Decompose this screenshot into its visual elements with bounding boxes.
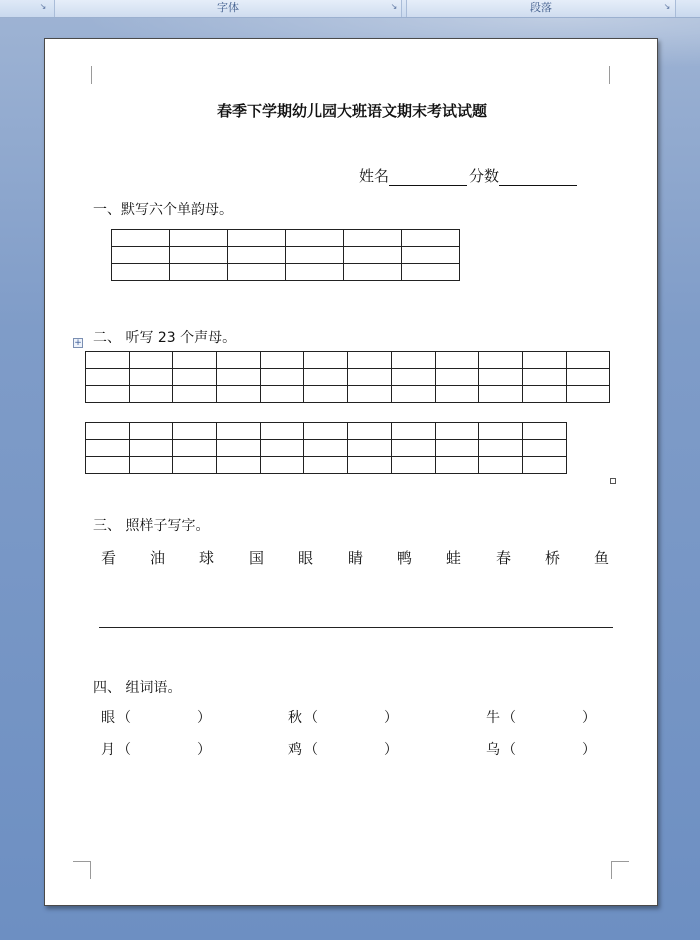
grid-cell[interactable] xyxy=(129,423,173,440)
grid-cell[interactable] xyxy=(391,423,435,440)
grid-cell[interactable] xyxy=(86,369,130,386)
sample-char: 看 xyxy=(101,549,117,567)
grid-cell[interactable] xyxy=(391,457,435,474)
word-pair xyxy=(288,707,398,727)
grid-cell[interactable] xyxy=(129,352,173,369)
grid-cell[interactable] xyxy=(260,423,304,440)
grid-cell[interactable] xyxy=(129,369,173,386)
close-paren: ） xyxy=(582,710,596,726)
grid-cell[interactable] xyxy=(260,369,304,386)
sample-char: 睛 xyxy=(348,549,364,567)
grid-cell[interactable] xyxy=(391,440,435,457)
grid-cell[interactable] xyxy=(522,423,566,440)
grid-cell[interactable] xyxy=(173,457,217,474)
grid-cell[interactable] xyxy=(402,230,460,247)
section4-heading: 四、 组词语。 xyxy=(93,680,182,696)
grid-cell[interactable] xyxy=(286,230,344,247)
grid-cell[interactable] xyxy=(522,352,566,369)
grid-cell[interactable] xyxy=(129,457,173,474)
grid-cell[interactable] xyxy=(112,264,170,281)
margin-corner-bottom-right xyxy=(611,861,629,879)
margin-corner-top-right xyxy=(592,66,610,84)
grid-cell[interactable] xyxy=(435,440,479,457)
grid-cell[interactable] xyxy=(522,369,566,386)
grid-cell[interactable] xyxy=(129,386,173,403)
sample-char: 油 xyxy=(150,549,166,567)
grid-cell[interactable] xyxy=(129,440,173,457)
document-title: 春季下学期幼儿园大班语文期末考试试题 xyxy=(216,102,487,120)
grid-cell[interactable] xyxy=(86,386,130,403)
grid-cell[interactable] xyxy=(170,230,228,247)
grid-cell[interactable] xyxy=(402,247,460,264)
grid-cell[interactable] xyxy=(435,369,479,386)
grid-cell[interactable] xyxy=(173,369,217,386)
grid-cell[interactable] xyxy=(217,369,261,386)
word-pair xyxy=(486,739,596,759)
word-pair xyxy=(288,739,398,759)
grid-cell[interactable] xyxy=(479,457,523,474)
grid-cell[interactable] xyxy=(348,423,392,440)
grid-cell[interactable] xyxy=(217,423,261,440)
table-move-icon[interactable]: + xyxy=(74,338,82,348)
grid-cell[interactable] xyxy=(566,386,610,403)
grid-cell[interactable] xyxy=(344,247,402,264)
word-char: 秋 xyxy=(288,710,302,726)
section2-grid-2[interactable] xyxy=(85,422,567,474)
ribbon-group-paragraph-label: 段落 xyxy=(530,1,552,14)
grid-cell[interactable] xyxy=(479,369,523,386)
grid-cell[interactable] xyxy=(260,386,304,403)
margin-corner-bottom-left xyxy=(73,861,91,879)
word-pair xyxy=(101,707,211,727)
word-char: 眼 xyxy=(101,710,115,726)
section1-grid[interactable] xyxy=(111,229,460,281)
grid-cell[interactable] xyxy=(86,457,130,474)
writing-line xyxy=(99,627,613,628)
section2-grid-1[interactable] xyxy=(85,351,610,403)
name-blank xyxy=(389,170,467,186)
grid-cell[interactable] xyxy=(566,352,610,369)
grid-cell[interactable] xyxy=(217,352,261,369)
sample-char: 鱼 xyxy=(594,549,610,567)
grid-cell[interactable] xyxy=(304,386,348,403)
grid-cell[interactable] xyxy=(304,440,348,457)
grid-cell[interactable] xyxy=(86,352,130,369)
grid-cell[interactable] xyxy=(348,369,392,386)
close-paren: ） xyxy=(197,742,211,758)
word-char: 乌 xyxy=(486,742,500,758)
grid-cell[interactable] xyxy=(304,352,348,369)
grid-cell[interactable] xyxy=(173,423,217,440)
grid-cell[interactable] xyxy=(344,264,402,281)
sample-char: 眼 xyxy=(298,549,314,567)
grid-cell[interactable] xyxy=(344,230,402,247)
word-pair xyxy=(486,707,596,727)
grid-cell[interactable] xyxy=(86,423,130,440)
grid-cell[interactable] xyxy=(304,369,348,386)
close-paren: ） xyxy=(582,742,596,758)
section3-heading: 三、 照样子写字。 xyxy=(93,518,210,534)
score-blank xyxy=(499,170,577,186)
open-paren: （ xyxy=(304,742,318,758)
grid-cell[interactable] xyxy=(479,440,523,457)
grid-cell[interactable] xyxy=(391,369,435,386)
open-paren: （ xyxy=(117,710,131,726)
score-label: 分数 xyxy=(469,167,500,185)
open-paren: （ xyxy=(502,710,516,726)
grid-cell[interactable] xyxy=(173,386,217,403)
grid-cell[interactable] xyxy=(348,352,392,369)
ribbon-group-font-label: 字体 xyxy=(217,1,239,14)
sample-char: 蛙 xyxy=(446,549,462,567)
margin-corner-top-left xyxy=(91,66,109,84)
close-paren: ） xyxy=(197,710,211,726)
sample-char: 桥 xyxy=(545,549,561,567)
close-paren: ） xyxy=(384,742,398,758)
ribbon-group-font[interactable] xyxy=(54,0,402,17)
grid-cell[interactable] xyxy=(170,264,228,281)
name-score-line xyxy=(359,165,579,186)
grid-cell[interactable] xyxy=(228,247,286,264)
ribbon xyxy=(0,0,700,18)
open-paren: （ xyxy=(502,742,516,758)
document-page[interactable] xyxy=(44,38,658,906)
open-paren: （ xyxy=(117,742,131,758)
grid-cell[interactable] xyxy=(435,423,479,440)
grid-cell[interactable] xyxy=(522,457,566,474)
grid-cell[interactable] xyxy=(304,457,348,474)
paragraph-dialog-launcher-icon[interactable]: ↘ xyxy=(663,2,671,11)
grid-cell[interactable] xyxy=(522,440,566,457)
grid-cell[interactable] xyxy=(228,264,286,281)
ribbon-group-paragraph[interactable] xyxy=(406,0,676,17)
grid-cell[interactable] xyxy=(217,386,261,403)
section1-heading: 一、默写六个单韵母。 xyxy=(93,202,233,218)
grid-cell[interactable] xyxy=(217,440,261,457)
grid-cell[interactable] xyxy=(402,264,460,281)
grid-cell[interactable] xyxy=(435,457,479,474)
grid-cell[interactable] xyxy=(112,247,170,264)
grid-cell[interactable] xyxy=(479,423,523,440)
grid-cell[interactable] xyxy=(260,440,304,457)
grid-cell[interactable] xyxy=(304,423,348,440)
section2-heading: 二、 听写 23 个声母。 xyxy=(93,330,237,346)
sample-char: 鸭 xyxy=(397,549,413,567)
sample-char: 国 xyxy=(249,549,265,567)
grid-cell[interactable] xyxy=(286,247,344,264)
grid-cell[interactable] xyxy=(286,264,344,281)
grid-cell[interactable] xyxy=(173,440,217,457)
word-char: 月 xyxy=(101,742,115,758)
grid-cell[interactable] xyxy=(260,457,304,474)
table-resize-handle[interactable] xyxy=(610,478,616,484)
name-label: 姓名 xyxy=(359,167,390,185)
grid-cell[interactable] xyxy=(391,386,435,403)
font-dialog-launcher-icon[interactable]: ↘ xyxy=(390,2,398,11)
sample-char: 球 xyxy=(199,549,215,567)
grid-cell[interactable] xyxy=(566,369,610,386)
grid-cell[interactable] xyxy=(479,386,523,403)
clipboard-dialog-launcher-icon[interactable]: ↘ xyxy=(39,2,47,11)
grid-cell[interactable] xyxy=(479,352,523,369)
grid-cell[interactable] xyxy=(260,352,304,369)
open-paren: （ xyxy=(304,710,318,726)
grid-cell[interactable] xyxy=(173,352,217,369)
grid-cell[interactable] xyxy=(112,230,170,247)
grid-cell[interactable] xyxy=(217,457,261,474)
word-char: 牛 xyxy=(486,710,500,726)
grid-cell[interactable] xyxy=(348,457,392,474)
grid-cell[interactable] xyxy=(391,352,435,369)
grid-cell[interactable] xyxy=(348,440,392,457)
grid-cell[interactable] xyxy=(435,386,479,403)
grid-cell[interactable] xyxy=(170,247,228,264)
word-char: 鸡 xyxy=(288,742,302,758)
grid-cell[interactable] xyxy=(522,386,566,403)
grid-cell[interactable] xyxy=(228,230,286,247)
grid-cell[interactable] xyxy=(86,440,130,457)
grid-cell[interactable] xyxy=(348,386,392,403)
word-pair xyxy=(101,739,211,759)
grid-cell[interactable] xyxy=(435,352,479,369)
close-paren: ） xyxy=(384,710,398,726)
sample-char: 春 xyxy=(496,549,512,567)
